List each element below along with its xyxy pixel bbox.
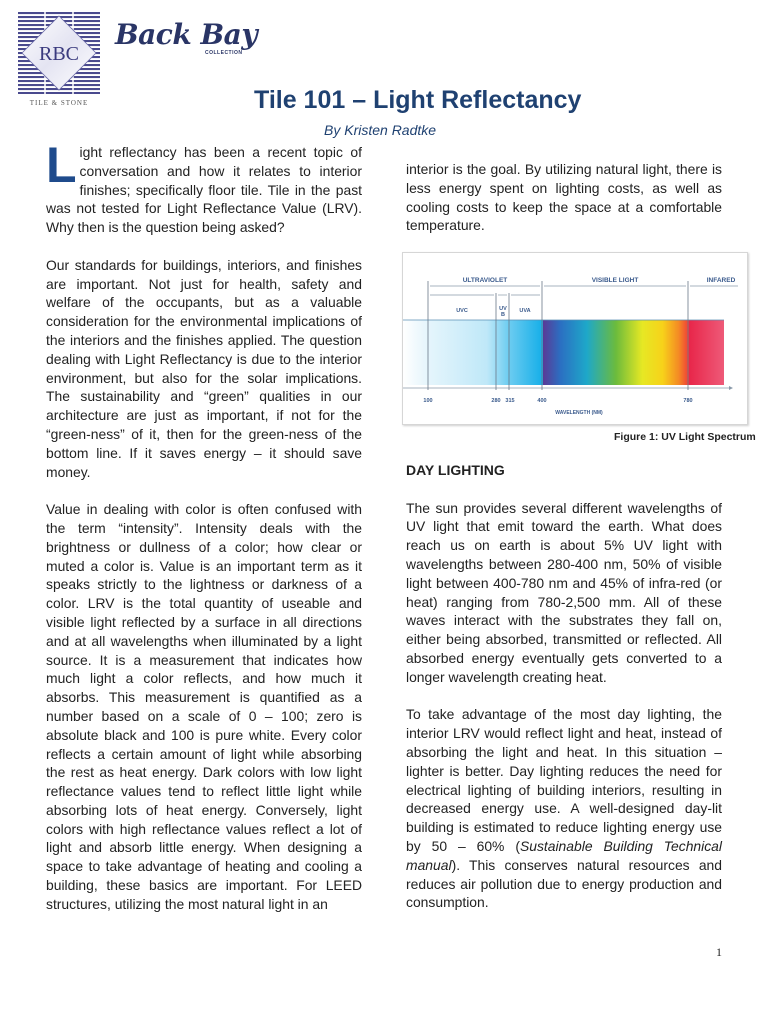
back-bay-collection-logo [115, 18, 270, 62]
back-bay-sub-wordmark: COLLECTION [205, 50, 243, 56]
uv-spectrum-figure [402, 252, 748, 425]
sun-wavelengths-paragraph: The sun provides several different wavelengths of UV light that emit toward the earth. What does reach us on earth is about 5% UV light with wavelengths between 280-400 nm, 50% of visible light between 400-780 nm and 45% of infra-red (or heat) ranging from 780-2,500 mm. All of these waves interact with the substrates they fall on, either being absorbed, transmitted or reflected. All absorbed energy eventually gets converted to a longer wavelength creating heat. [406, 499, 722, 685]
left-column [46, 137, 362, 932]
continuation-paragraph: interior is the goal. By utilizing natural light, there is less energy spent on lighting costs, as well as cooling costs to keep the space at a comfortable temperature. [406, 161, 722, 234]
svg-text:400: 400 [537, 398, 547, 404]
svg-text:ULTRAVIOLET: ULTRAVIOLET [462, 277, 508, 284]
svg-text:VISIBLE LIGHT: VISIBLE LIGHT [591, 277, 639, 284]
back-bay-wordmark: Back Bay [115, 18, 258, 51]
svg-text:UVA: UVA [519, 308, 531, 314]
value-paragraph: Value in dealing with color is often confused with the term “intensity”. Intensity deals with the brightness or dullness of a color; how clear or muted a color is. Value is an important term as it speaks strictly to the lightness or darkness of a color. LRV is the total quantity of useable and visible light reflected by a surface in all directions and at all wavelengths when illuminated by a light source. It is a measurement that indicates how much light a color reflects, and how much it absorbs. This measurement is quantified as a number based on a scale of 0 – 100; zero is absolute black and 100 is pure white. Every color reflects a certain amount of light while absorbing the rest as heat energy. Dark colors with low light reflectance values tend to reflect little light while absorbing lots of heat energy. Conversely, light colors with high reflectance values reflect a lot of light and absorb little energy. When designing a space to take advantage of heating and cooling a building, these basics are important. For LEED structures, utilizing the most natural light in an [46, 501, 362, 912]
svg-text:WAVELENGTH (NM): WAVELENGTH (NM) [555, 410, 603, 416]
svg-text:B: B [501, 312, 505, 318]
svg-text:100: 100 [423, 398, 433, 404]
svg-text:780: 780 [683, 398, 693, 404]
citation: Sustainable Building Technical manual [406, 837, 722, 873]
svg-text:UVC: UVC [456, 308, 468, 314]
intro-paragraph [46, 137, 362, 237]
svg-text:315: 315 [505, 398, 515, 404]
figure-caption: Figure 1: UV Light Spectrum [614, 431, 756, 443]
page-number: 1 [716, 945, 722, 959]
section-heading-day-lighting: DAY LIGHTING [406, 462, 505, 478]
intro-text: ight reflectancy has been a recent topic of conversation and how it relates to interior finishes; specifically floor tile. Tile in the past was not tested for Light Reflectance Value (LRV). Why then is the question being asked? [46, 144, 362, 236]
svg-text:RBC: RBC [38, 43, 80, 65]
svg-text:UV: UV [499, 306, 507, 312]
svg-text:TILE & STONE: TILE & STONE [29, 99, 89, 107]
page-title: Tile 101 – Light Reflectancy [254, 86, 582, 114]
right-column-top [406, 160, 722, 254]
day-lighting-paragraph: To take advantage of the most day lighting, the interior LRV would reflect light and heat, instead of absorbing the light and heat. In this situation – lighter is better. Day lighting reduces the need for electrical lighting of building interiors, resulting in decreased energy use. A well-designed day-lit building is estimated to reduce lighting energy use by 50 – 60% (Sustainable Building Technical manual). This conserves natural resources and reduces air pollution due to energy production and consumption. [406, 706, 722, 911]
svg-text:280: 280 [491, 398, 501, 404]
author-byline: By Kristen Radtke [324, 122, 437, 138]
right-column-bottom [406, 461, 722, 931]
standards-paragraph: Our standards for buildings, interiors, and finishes are important. Not just for health, safety and welfare of the occupants, but as a valuable consideration for the environmental implications of the interiors and the finishes applied. The question dealing with Light Reflectancy is due to the interior environment, but also for the solar implications. The sustainability and “green” qualities in our architecture are just as important, if not for the “green-ness” of it, then for the green-ness of the bottom line. If it saves energy – it should save money. [46, 256, 362, 480]
drop-cap: L [46, 137, 77, 193]
svg-text:INFARED: INFARED [706, 277, 736, 284]
rbc-tile-stone-logo [14, 8, 104, 118]
